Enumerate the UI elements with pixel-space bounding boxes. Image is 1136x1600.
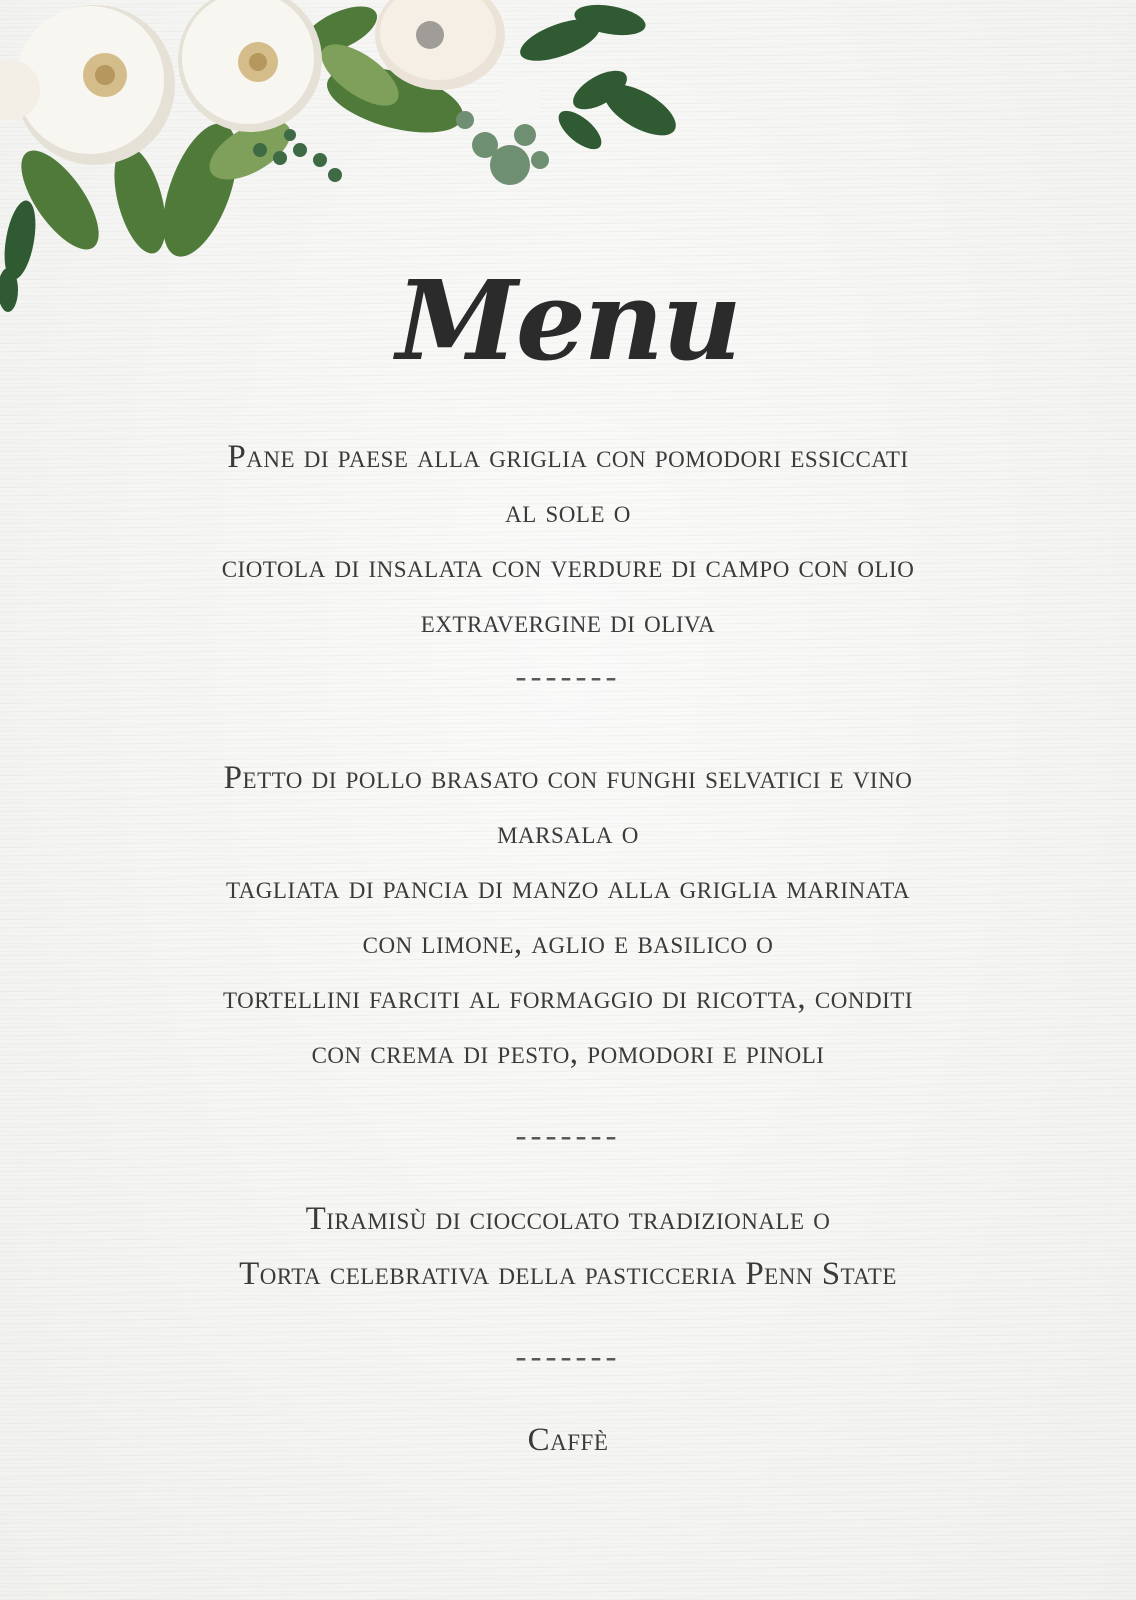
course-line: con crema di pesto, pomodori e pinoli	[311, 1035, 825, 1071]
menu-title: Menu	[396, 256, 740, 385]
section-divider: -------	[515, 1339, 621, 1375]
menu-body	[80, 430, 1056, 1468]
course-line: Pane di paese alla griglia con pomodori essiccati	[227, 439, 909, 475]
course-line: al sole o	[505, 494, 631, 530]
course-line: tortellini farciti al formaggio di ricotta, conditi	[223, 980, 913, 1016]
course-line: tagliata di pancia di manzo alla griglia marinata	[225, 870, 911, 906]
course-line: ciotola di insalata con verdure di campo con olio	[221, 549, 915, 585]
course-line: con limone, aglio e basilico o	[362, 925, 774, 961]
course-line: extravergine di oliva	[420, 604, 716, 640]
course-line: Petto di pollo brasato con funghi selvatici e vino	[223, 760, 913, 796]
section-divider: -------	[515, 659, 621, 695]
course-line: Tiramisù di cioccolato tradizionale o	[305, 1201, 831, 1237]
course-line: Torta celebrativa della pasticceria Penn State	[239, 1256, 897, 1292]
course-line: marsala o	[497, 815, 639, 851]
course-line-coffee: Caffè	[527, 1422, 609, 1458]
section-divider: -------	[515, 1118, 621, 1154]
